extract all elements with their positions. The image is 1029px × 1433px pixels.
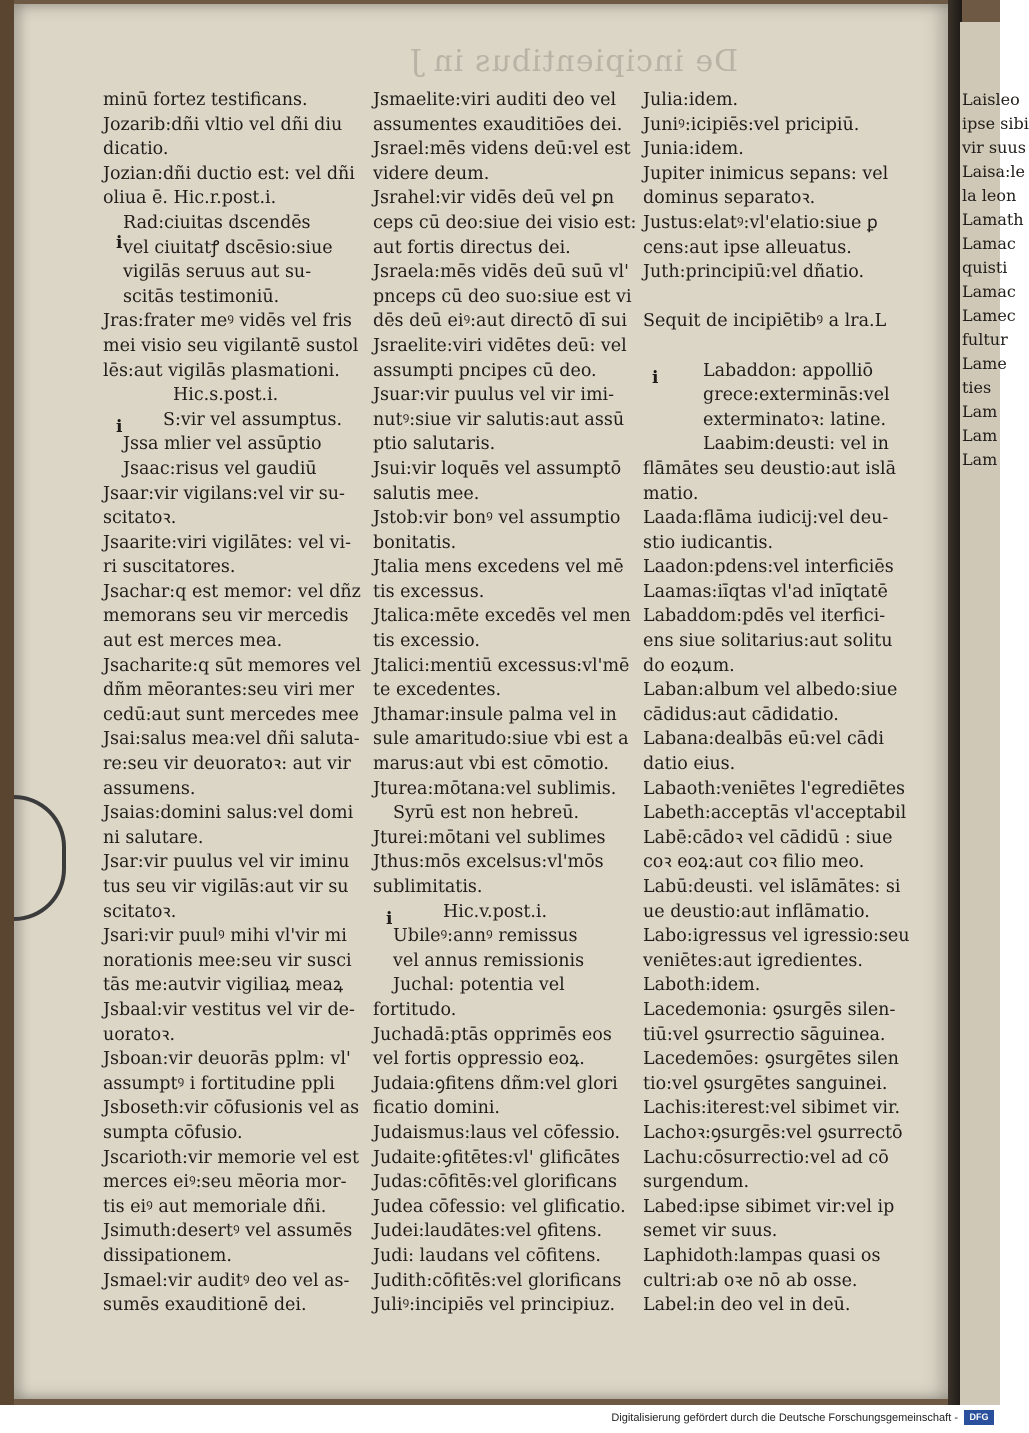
dfg-logo: DFG bbox=[964, 1410, 994, 1425]
text-line: oliua ē. Hic.r.post.i. bbox=[103, 188, 277, 209]
text-line: salutis mee. bbox=[373, 483, 480, 504]
text-line: norationis mee:seu vir susci bbox=[103, 950, 352, 971]
text-line: Jupiter inimicus sepans: vel bbox=[643, 163, 889, 184]
text-line: ri suscitatores. bbox=[103, 557, 236, 578]
text-line: Judaismus:laus vel cōfessio. bbox=[373, 1122, 621, 1143]
margin-letter-4: i bbox=[652, 368, 659, 388]
text-line: assumpti pncipes cū deo. bbox=[373, 360, 597, 381]
facing-page-text bbox=[962, 88, 1029, 472]
text-line: veniētes:aut igredientes. bbox=[643, 950, 863, 971]
text-line: assumptꝰ i fortitudine ppli bbox=[103, 1073, 335, 1094]
margin-letter-2: i bbox=[116, 417, 123, 437]
text-line: la leon bbox=[962, 186, 1017, 205]
text-line: ficatio domini. bbox=[373, 1098, 500, 1119]
text-line: Judaite:ꝯfitētes:vl' glificātes bbox=[373, 1147, 620, 1168]
show-through-running-head: De incipientibus in J bbox=[409, 44, 739, 79]
text-line: mei visio seu vigilantē sustol bbox=[103, 335, 359, 356]
section-heading: Sequit de incipiētibꝰ a lra.L bbox=[643, 311, 887, 332]
text-line: Labo:igressus vel igressio:seu bbox=[643, 926, 910, 947]
text-line: sumēs exauditionē dei. bbox=[103, 1295, 307, 1316]
text-line: vel ciuitatꝭ dscēsio:siue bbox=[123, 237, 333, 258]
text-line: tus seu vir vigilās:aut vir su bbox=[103, 877, 349, 897]
text-line: Lamath bbox=[962, 210, 1024, 229]
text-line: tis eiꝰ aut memoriale dñi. bbox=[103, 1196, 327, 1217]
text-line: Lachoꝛ:ꝯsurgēs:vel ꝯsurrectō bbox=[643, 1122, 903, 1143]
text-line: Jsrahel:vir vidēs deū vel ꝑn bbox=[373, 188, 615, 209]
text-line: Rad:ciuitas dscendēs bbox=[123, 212, 311, 233]
text-line: Jozian:dñi ductio est: vel dñi bbox=[103, 163, 355, 184]
text-line: Junia:idem. bbox=[643, 139, 744, 160]
text-line: merces eiꝰ:seu mēoria mor- bbox=[103, 1172, 347, 1193]
section-heading: Hic.s.post.i. bbox=[173, 385, 279, 406]
text-line: ptio salutaris. bbox=[373, 434, 496, 455]
text-line: Laada:flāma iudicij:vel deu- bbox=[643, 508, 889, 529]
text-line: Labaddon: appolliō bbox=[703, 360, 874, 381]
text-line: surgendum. bbox=[643, 1172, 750, 1193]
text-line: Jsai:salus mea:vel dñi saluta- bbox=[103, 729, 360, 750]
text-line: exterminatoꝛ: latine. bbox=[703, 409, 887, 430]
text-line: Laphidoth:lampas quasi os bbox=[643, 1245, 881, 1266]
text-column-3 bbox=[643, 88, 913, 1318]
text-line: Jturei:mōtani vel sublimes bbox=[373, 827, 606, 848]
text-line: bonitatis. bbox=[373, 532, 457, 553]
text-line: ni salutare. bbox=[103, 827, 204, 848]
blank-line bbox=[643, 285, 913, 310]
text-line: scitās testimoniū. bbox=[123, 286, 280, 307]
text-line: Jsari:vir puulꝰ mihi vl'vir mi bbox=[103, 926, 347, 947]
text-line: Jsboan:vir deuorās pplm: vl' bbox=[103, 1049, 351, 1070]
text-line: Laadon:pdens:vel interficiēs bbox=[643, 557, 894, 578]
text-line: quisti bbox=[962, 258, 1008, 277]
text-line: Laboth:idem. bbox=[643, 975, 761, 996]
text-line: Lam bbox=[962, 426, 998, 445]
text-column-2 bbox=[373, 88, 643, 1318]
text-column-1 bbox=[103, 88, 373, 1318]
text-line: marus:aut vbi est cōmotio. bbox=[373, 754, 609, 775]
text-line: Ubileꝰ:annꝰ remissus bbox=[393, 926, 578, 947]
text-line: Labeth:acceptās vl'acceptabil bbox=[643, 803, 907, 824]
text-line: re:seu vir deuoratoꝛ: aut vir bbox=[103, 754, 351, 775]
text-line: tiū:vel ꝯsurrectio sāguinea. bbox=[643, 1024, 886, 1045]
margin-letter-1: i bbox=[116, 233, 123, 253]
text-line: fortitudo. bbox=[373, 999, 457, 1020]
text-line: Lamac bbox=[962, 282, 1016, 301]
text-line: dñm mēorantes:seu viri mer bbox=[103, 680, 354, 701]
text-line: grece:exterminās:vel bbox=[703, 385, 890, 406]
text-line: dicatio. bbox=[103, 139, 169, 160]
text-line: uoratoꝛ. bbox=[103, 1024, 176, 1045]
text-line: aut fortis directus dei. bbox=[373, 237, 571, 258]
text-line: coꝛ eoꝝ:aut coꝛ filio meo. bbox=[643, 852, 865, 873]
funding-credit: Digitalisierung gefördert durch die Deutsche Forschungsgemeinschaft - bbox=[611, 1412, 958, 1424]
text-line: tis excessus. bbox=[373, 581, 485, 602]
text-line: Judei:laudātes:vel ꝯfitens. bbox=[373, 1221, 603, 1242]
text-line: videre deum. bbox=[373, 163, 490, 184]
text-line: stio iudicantis. bbox=[643, 532, 774, 553]
text-line: datio eius. bbox=[643, 754, 736, 775]
text-line: Judaia:ꝯfitens dñm:vel glori bbox=[373, 1073, 618, 1094]
text-line: S:vir vel assumptus. bbox=[163, 409, 343, 430]
book-cover-edge bbox=[0, 0, 14, 1405]
text-line: Jtalia mens excedens vel mē bbox=[373, 557, 624, 578]
text-line: Jsraela:mēs vidēs deū suū vl' bbox=[373, 262, 629, 283]
text-line: Jsmael:vir auditꝰ deo vel as- bbox=[103, 1270, 350, 1291]
text-line: Jsmaelite:viri auditi deo vel bbox=[373, 90, 617, 110]
text-line: Label:in deo vel in deū. bbox=[643, 1295, 851, 1316]
text-line: nutꝰ:siue vir salutis:aut assū bbox=[373, 409, 625, 430]
text-line: Jras:frater meꝰ vidēs vel fris bbox=[103, 311, 352, 332]
text-line: Jsuar:vir puulus vel vir imi- bbox=[373, 385, 615, 406]
text-line: memorans seu vir mercedis bbox=[103, 606, 349, 627]
text-line: sule amaritudo:siue vbi est a bbox=[373, 729, 629, 750]
text-line: Juchadā:ptās opprimēs eos bbox=[373, 1024, 612, 1045]
text-line: cādidus:aut cādidatio. bbox=[643, 704, 839, 725]
text-line: ties bbox=[962, 378, 992, 397]
text-line: sublimitatis. bbox=[373, 877, 483, 897]
text-line: Jsimuth:desertꝰ vel assumēs bbox=[103, 1221, 353, 1242]
text-line: assumens. bbox=[103, 778, 196, 799]
text-line: Labaddom:pdēs vel iterfici- bbox=[643, 606, 886, 627]
text-line: Lam bbox=[962, 402, 998, 421]
text-line: semet vir suus. bbox=[643, 1221, 778, 1242]
text-line: Judi: laudans vel cōfitens. bbox=[373, 1245, 601, 1266]
text-line: Jsaias:domini salus:vel domi bbox=[103, 803, 354, 824]
text-line: Lame bbox=[962, 354, 1007, 373]
text-line: assumentes exauditiōes dei. bbox=[373, 114, 623, 135]
text-line: flāmātes seu deustio:aut islā bbox=[643, 458, 897, 479]
text-line: sumpta cōfusio. bbox=[103, 1122, 243, 1143]
text-line: Jssa mlier vel assūptio bbox=[123, 434, 322, 455]
text-line: ceps cū deo:siue dei visio est: bbox=[373, 212, 637, 233]
text-line: ue deustio:aut inflāmatio. bbox=[643, 901, 870, 922]
text-line: Jstob:vir bonꝰ vel assumptio bbox=[373, 508, 621, 529]
text-line: Lacedemōes: ꝯsurgētes silen bbox=[643, 1049, 899, 1070]
text-line: Jsar:vir puulus vel vir iminu bbox=[103, 852, 350, 873]
text-line: Justus:elatꝰ:vl'elatio:siue ꝑ bbox=[643, 212, 878, 233]
text-line: Jsacharite:q sūt memores vel bbox=[103, 655, 361, 676]
text-line: cedū:aut sunt mercedes mee bbox=[103, 704, 359, 725]
text-line: Jsui:vir loquēs vel assumptō bbox=[373, 458, 622, 479]
text-line: scitatoꝛ. bbox=[103, 901, 177, 922]
text-line: Laisleo bbox=[962, 90, 1020, 109]
text-line: Jscarioth:vir memorie vel est bbox=[103, 1147, 360, 1168]
text-line: scitatoꝛ. bbox=[103, 508, 177, 529]
text-line: do eoꝝum. bbox=[643, 655, 735, 676]
text-line: dominus separatoꝛ. bbox=[643, 188, 816, 209]
text-line: Laabim:deusti: vel in bbox=[703, 434, 889, 455]
text-line: Jtalica:mēte excedēs vel men bbox=[373, 606, 631, 627]
text-line: dissipationem. bbox=[103, 1245, 232, 1266]
text-line: Lachu:cōsurrectio:vel ad cō bbox=[643, 1147, 889, 1168]
text-line: dēs deū eiꝰ:aut directō dī sui bbox=[373, 311, 627, 332]
section-heading: Hic.v.post.i. bbox=[443, 901, 548, 922]
text-line: Laamas:iīqtas vl'ad inīqtatē bbox=[643, 581, 888, 602]
text-line: Jsaac:risus vel gaudiū bbox=[123, 458, 317, 479]
text-line: Juniꝰ:icipiēs:vel pricipiū. bbox=[643, 114, 860, 135]
text-line: Jsaarite:viri vigilātes: vel vi- bbox=[103, 532, 352, 553]
text-line: vel annus remissionis bbox=[393, 950, 585, 971]
text-line: Jsbaal:vir vestitus vel vir de- bbox=[103, 999, 355, 1020]
text-line: pnceps cū deo suo:siue est vi bbox=[373, 286, 632, 307]
text-line: Jozarib:dñi vltio vel dñi diu bbox=[103, 114, 343, 135]
text-line: tio:vel ꝯsurgētes sanguinei. bbox=[643, 1073, 888, 1094]
text-line: Jthus:mōs excelsus:vl'mōs bbox=[373, 852, 604, 873]
text-line: lēs:aut vigilās plasmationi. bbox=[103, 360, 340, 381]
text-line: minū fortez testificans. bbox=[103, 90, 308, 110]
text-line: Jturea:mōtana:vel sublimis. bbox=[373, 778, 617, 799]
text-line: Judea cōfessio: vel glificatio. bbox=[373, 1196, 626, 1217]
text-line: Judith:cōfitēs:vel glorificans bbox=[373, 1270, 622, 1291]
text-line: cens:aut ipse alleuatus. bbox=[643, 237, 852, 258]
text-line: Jsboseth:vir cōfusionis vel as bbox=[103, 1098, 360, 1119]
text-line: Laban:album vel albedo:siue bbox=[643, 680, 898, 701]
text-line: Syrū est non hebreū. bbox=[393, 803, 580, 824]
text-line: Jthamar:insule palma vel in bbox=[373, 704, 617, 725]
text-line: Lamec bbox=[962, 306, 1016, 325]
text-line: tās me:autvir vigiliaꝝ meaꝝ bbox=[103, 975, 344, 996]
text-line: vir suus bbox=[962, 138, 1026, 157]
text-line: Juliꝰ:incipiēs vel principiuz. bbox=[373, 1295, 616, 1316]
text-line: tis excessio. bbox=[373, 631, 480, 652]
text-line: Lamac bbox=[962, 234, 1016, 253]
text-line: Jsraelite:viri vidētes deū: vel bbox=[373, 335, 627, 356]
text-line: matio. bbox=[643, 483, 699, 504]
margin-letter-3: i bbox=[386, 909, 393, 929]
text-line: vel fortis oppressio eoꝝ. bbox=[373, 1049, 585, 1070]
text-line: aut est merces mea. bbox=[103, 631, 283, 652]
footer-bar bbox=[0, 1405, 1000, 1433]
text-line: Labed:ipse sibimet vir:vel ip bbox=[643, 1196, 895, 1217]
text-line: Jsachar:q est memor: vel dñz bbox=[103, 581, 361, 602]
text-line: Lam bbox=[962, 450, 998, 469]
text-line: ens siue solitarius:aut solitu bbox=[643, 631, 893, 652]
text-line: Judas:cōfitēs:vel glorificans bbox=[373, 1172, 617, 1193]
text-line: ipse sibi bbox=[962, 114, 1029, 133]
text-line: Labana:dealbās eū:vel cādi bbox=[643, 729, 885, 750]
text-line: Lachis:iterest:vel sibimet vir. bbox=[643, 1098, 901, 1119]
text-line: Juth:principiū:vel dñatio. bbox=[643, 262, 865, 283]
text-line: fultur bbox=[962, 330, 1008, 349]
text-line: Laisa:le bbox=[962, 162, 1026, 181]
text-line: Jtalici:mentiū excessus:vl'mē bbox=[373, 655, 630, 676]
blank-line bbox=[643, 334, 913, 359]
text-line: Jsaar:vir vigilans:vel vir su- bbox=[103, 483, 345, 504]
text-line: Lacedemonia: ꝯsurgēs silen- bbox=[643, 999, 896, 1020]
text-line: vigilās seruus aut su- bbox=[123, 262, 312, 283]
text-line: Jsrael:mēs videns deū:vel est bbox=[373, 139, 631, 160]
text-line: Labū:deusti. vel islāmātes: si bbox=[643, 877, 901, 897]
text-line: cultri:ab oꝛe nō ab osse. bbox=[643, 1270, 858, 1291]
text-line: Juchal: potentia vel bbox=[393, 975, 565, 996]
text-line: Labē:cādoꝛ vel cādidū : siue bbox=[643, 827, 893, 848]
text-line: te excedentes. bbox=[373, 680, 502, 701]
text-line: Labaoth:veniētes l'egrediētes bbox=[643, 778, 906, 799]
text-line: Julia:idem. bbox=[643, 90, 739, 110]
